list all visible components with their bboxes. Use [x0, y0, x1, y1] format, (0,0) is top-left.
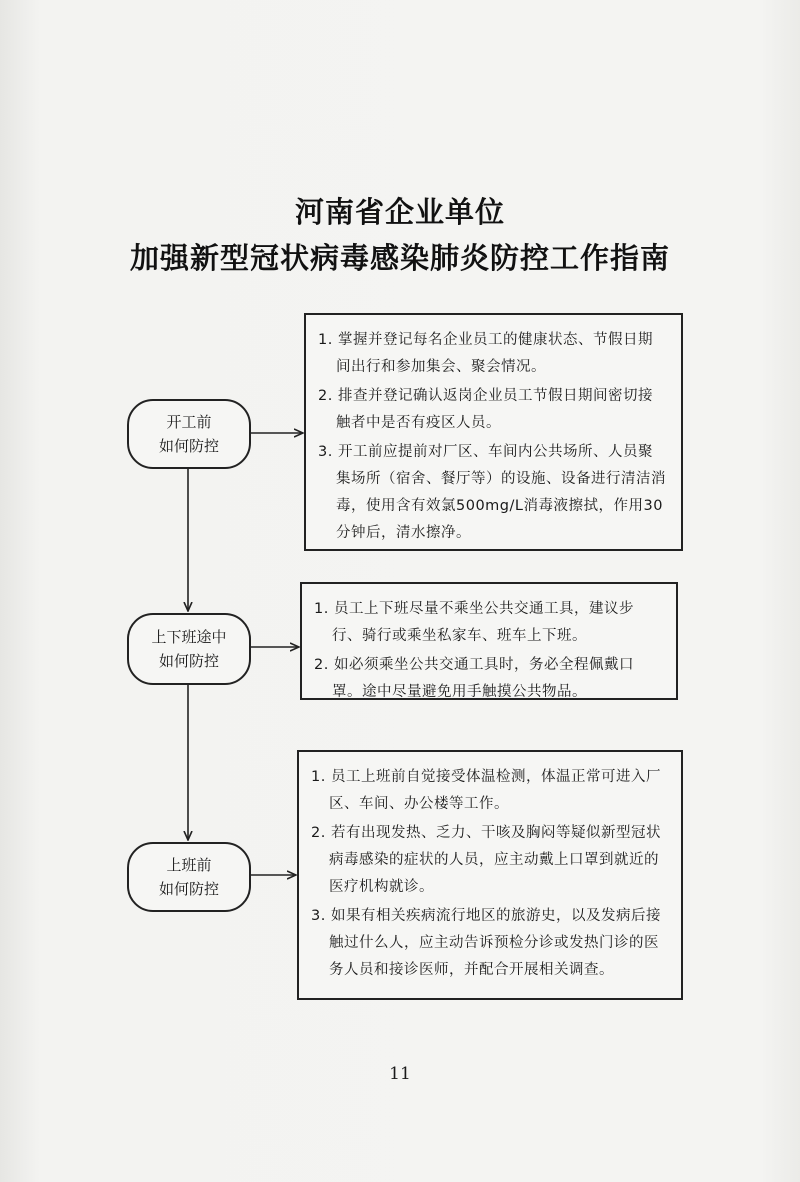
- step-node-label-line2: 如何防控: [158, 437, 219, 455]
- measures-box-before-work: [304, 313, 683, 551]
- document-title-line2: 加强新型冠状病毒感染肺炎防控工作指南: [129, 241, 670, 275]
- measure-item: 2. 排查并登记确认返岗企业员工节假日期间密切接触者中是否有疫区人员。: [318, 388, 653, 431]
- page-number: 11: [389, 1064, 411, 1084]
- measure-item: 1. 员工上班前自觉接受体温检测，体温正常可进入厂区、车间、办公楼等工作。: [311, 769, 661, 812]
- measure-item: 1. 掌握并登记每名企业员工的健康状态、节假日期间出行和参加集会、聚会情况。: [318, 332, 653, 375]
- measures-box-commute: [300, 582, 678, 700]
- measures-box-before-shift: [297, 750, 683, 1000]
- step-node-label-line1: 上班前: [166, 856, 212, 874]
- step-node-label-line1: 开工前: [166, 413, 212, 431]
- step-node-before-work: [127, 399, 251, 469]
- step-node-label-line2: 如何防控: [158, 880, 219, 898]
- step-node-label-line2: 如何防控: [158, 652, 219, 670]
- measure-item: 1. 员工上下班尽量不乘坐公共交通工具，建议步行、骑行或乘坐私家车、班车上下班。: [314, 601, 634, 644]
- measure-item: 2. 如必须乘坐公共交通工具时，务必全程佩戴口罩。途中尽量避免用手触摸公共物品。: [314, 657, 634, 700]
- measure-item: 3. 开工前应提前对厂区、车间内公共场所、人员聚集场所（宿舍、餐厅等）的设施、设备进行清洁消毒，使用含有效氯500mg/L消毒液擦拭，作用30分钟后，清水擦净。: [318, 444, 666, 541]
- document-title-line1: 河南省企业单位: [294, 195, 505, 229]
- step-node-label-line1: 上下班途中: [151, 628, 227, 646]
- measure-item: 2. 若有出现发热、乏力、干咳及胸闷等疑似新型冠状病毒感染的症状的人员，应主动戴上口罩到就近的医疗机构就诊。: [311, 825, 661, 895]
- step-node-commute: [127, 613, 251, 685]
- measure-item: 3. 如果有相关疾病流行地区的旅游史，以及发病后接触过什么人，应主动告诉预检分诊或发热门诊的医务人员和接诊医师，并配合开展相关调查。: [311, 908, 661, 978]
- step-node-before-shift: [127, 842, 251, 912]
